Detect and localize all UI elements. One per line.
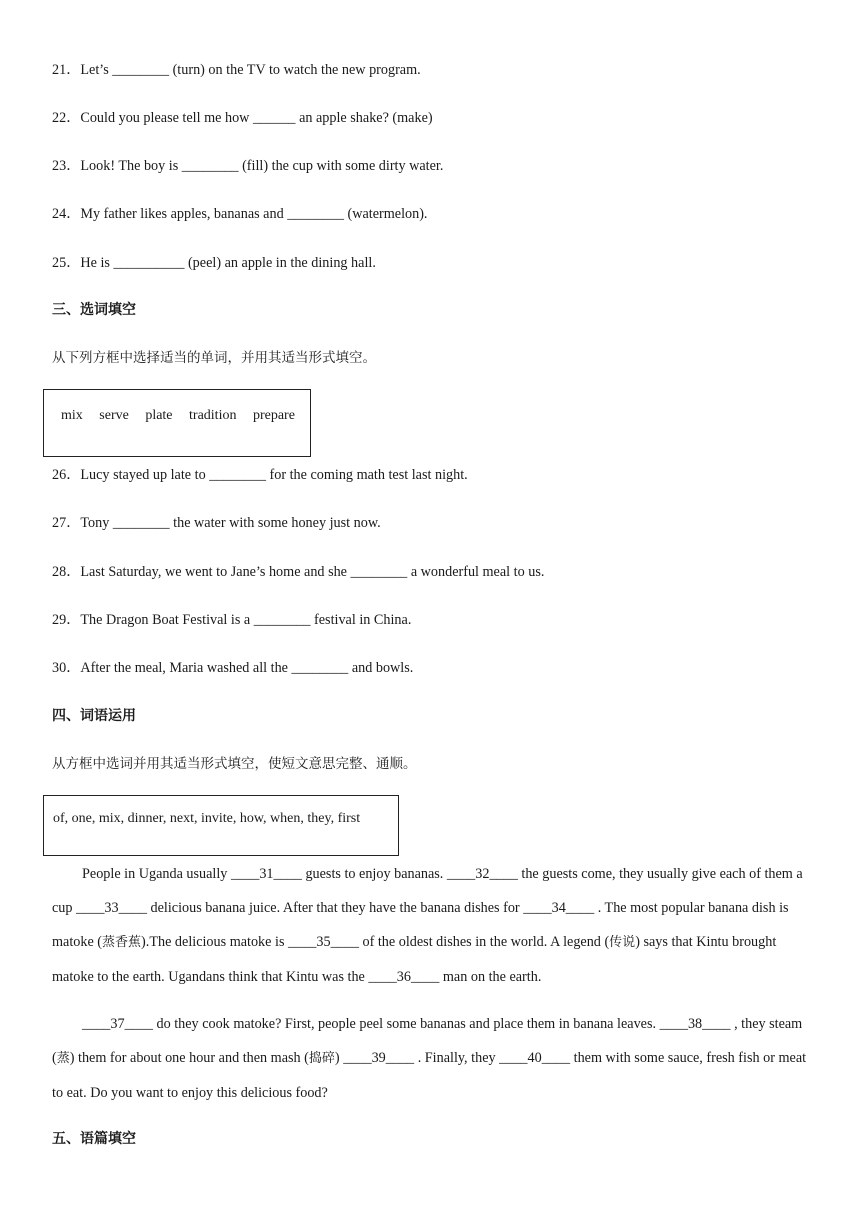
question-24: 24．My father likes apples, bananas and ________ (watermelon).	[52, 206, 428, 222]
passage-text: . Finally, they	[414, 1050, 500, 1066]
word-box-section-3	[43, 389, 311, 457]
passage-text: People in Uganda usually	[82, 866, 231, 882]
question-26: 26．Lucy stayed up late to ________ for the coming math test last night.	[52, 467, 468, 483]
passage-paragraph-1	[52, 857, 812, 994]
section-4-heading: 四、词语运用	[52, 708, 136, 724]
word-box-words: of, one, mix, dinner, next, invite, how, when, they, first	[53, 811, 361, 826]
passage-text: guests to enjoy bananas.	[301, 866, 447, 882]
word-box-section-4	[43, 795, 399, 856]
passage-text: the guests come, they usually give each of them a cup	[52, 866, 803, 916]
question-22: 22．Could you please tell me how ______ an apple shake? (make)	[52, 110, 433, 126]
word-box-words: mix serve plate tradition prepare	[61, 408, 295, 423]
blank-31: ____31____	[230, 866, 302, 882]
passage-text: ) says that Kintu brought matoke to the earth. Ugandans think that Kintu was the	[52, 934, 777, 985]
chinese-gloss: 蒸	[56, 1051, 70, 1066]
question-23: 23．Look! The boy is ________ (fill) the cup with some dirty water.	[52, 158, 444, 174]
passage-text: , they steam (	[52, 1016, 803, 1066]
blank-35: ____35____	[288, 934, 359, 950]
section-5-heading: 五、语篇填空	[52, 1131, 136, 1147]
question-21: 21．Let’s ________ (turn) on the TV to watch the new program.	[52, 62, 421, 78]
passage-text: )	[334, 1050, 344, 1066]
section-4-instruction: 从方框中选词并用其适当形式填空，使短文意思完整、通顺。	[52, 756, 417, 772]
passage-text: . The most popular banana dish is matoke (	[52, 900, 789, 950]
question-29: 29．The Dragon Boat Festival is a ________ festival in China.	[52, 612, 412, 628]
blank-38: ____38____	[659, 1016, 731, 1032]
chinese-gloss: 蒸香蕉	[102, 935, 142, 950]
question-25: 25．He is __________ (peel) an apple in the dining hall.	[52, 255, 376, 271]
question-27: 27．Tony ________ the water with some honey just now.	[52, 515, 381, 531]
blank-33: ____33____	[76, 900, 147, 916]
blank-40: ____40____	[499, 1050, 571, 1066]
question-30: 30．After the meal, Maria washed all the ________ and bowls.	[52, 660, 414, 676]
passage-text: them with some sauce, fresh fish or meat to eat. Do you want to enjoy this delicious food?	[52, 1050, 807, 1101]
passage-text: delicious banana juice. After that they have the banana dishes for	[146, 900, 524, 916]
passage-text: do they cook matoke? First, people peel some bananas and place them in banana leaves.	[152, 1016, 660, 1032]
blank-34: ____34____	[523, 900, 595, 916]
passage-text: of the oldest dishes in the world. A legend (	[358, 934, 610, 950]
question-28: 28．Last Saturday, we went to Jane’s home and she ________ a wonderful meal to us.	[52, 564, 545, 580]
blank-36: ____36____	[368, 969, 440, 985]
passage-text: ).The delicious matoke is	[141, 934, 289, 950]
section-3-heading: 三、选词填空	[52, 302, 136, 318]
section-3-instruction: 从下列方框中选择适当的单词，并用其适当形式填空。	[52, 350, 376, 366]
blank-39: ____39____	[343, 1050, 415, 1066]
passage-text: man on the earth.	[439, 969, 542, 985]
chinese-gloss: 传说	[609, 935, 636, 950]
chinese-gloss: 捣碎	[308, 1051, 335, 1066]
blank-37: ____37____	[82, 1016, 153, 1032]
passage-paragraph-2	[52, 1007, 812, 1110]
passage-text: ) them for about one hour and then mash (	[69, 1050, 309, 1066]
blank-32: ____32____	[446, 866, 518, 882]
